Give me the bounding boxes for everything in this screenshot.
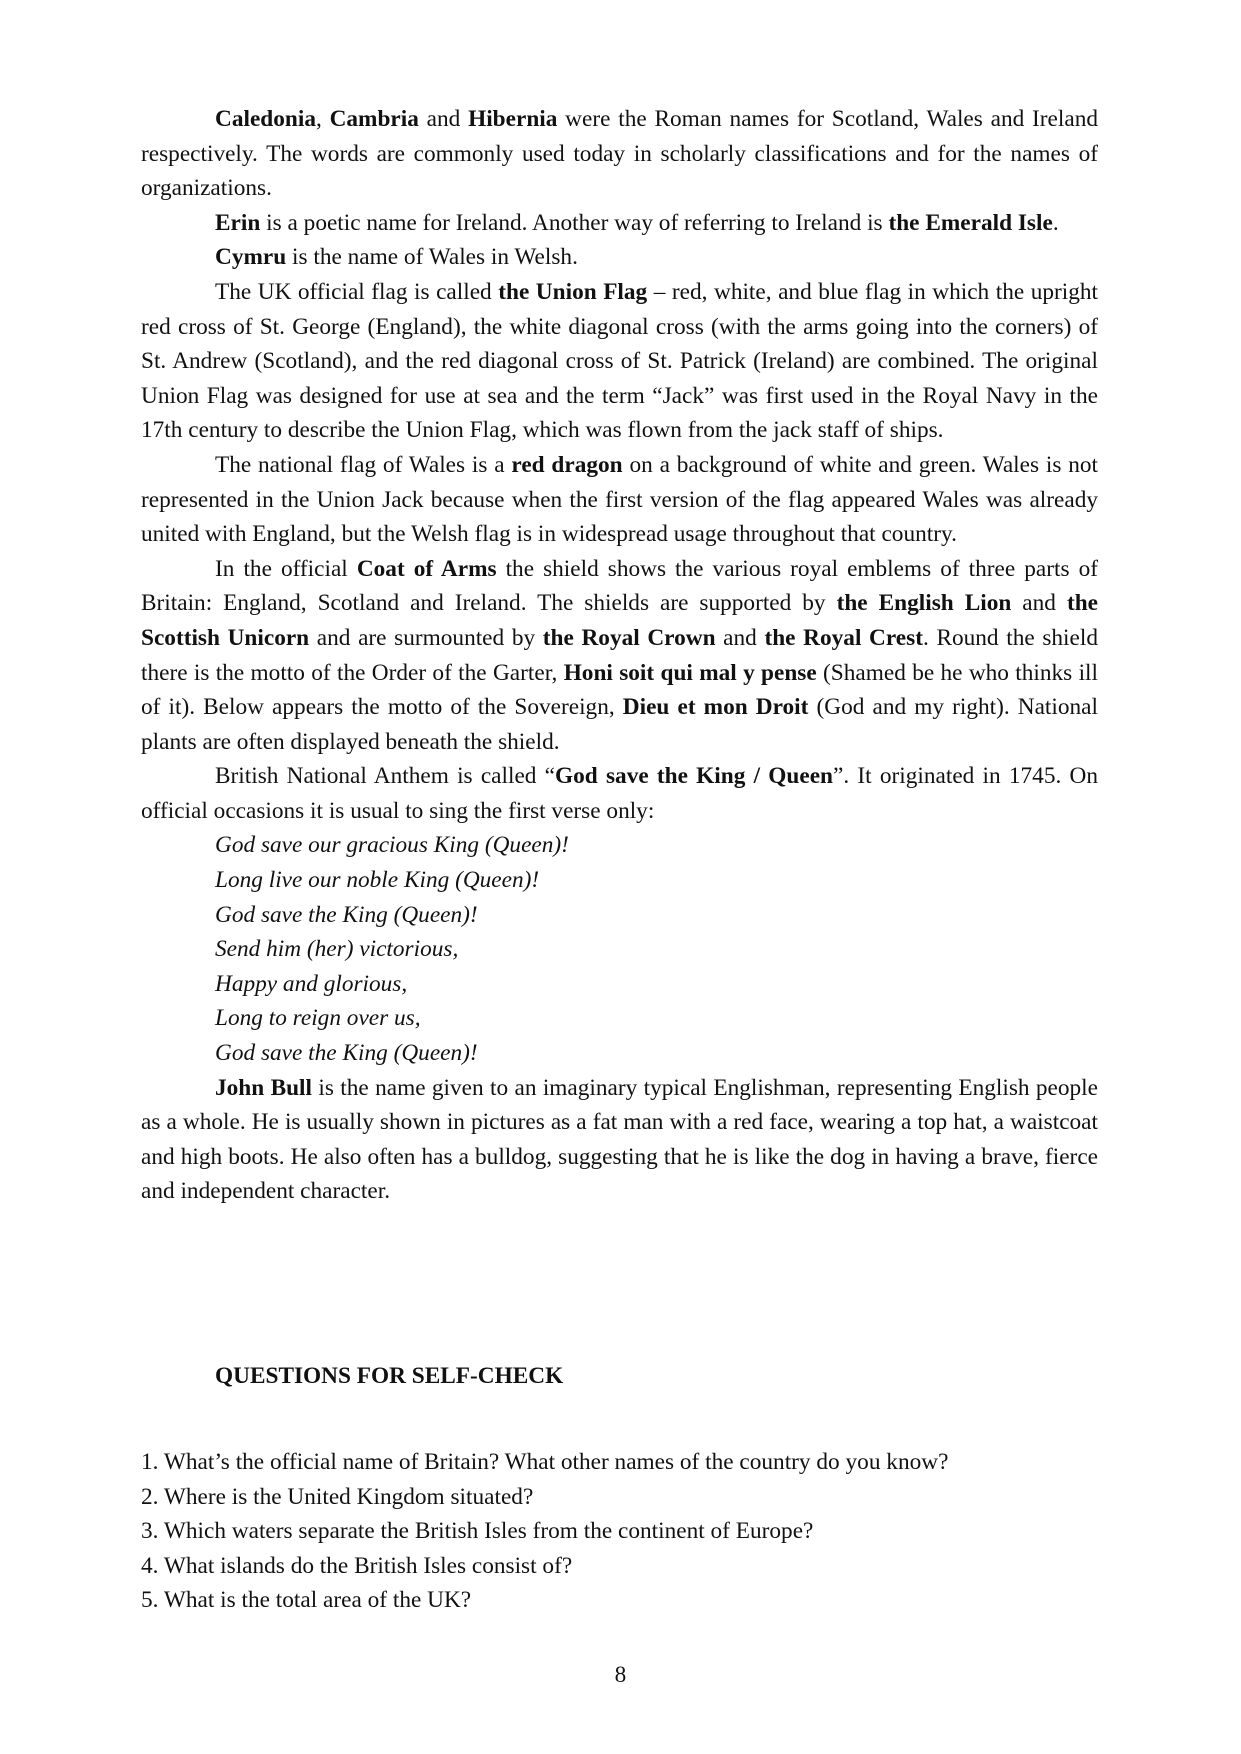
verse-line: Send him (her) victorious, — [215, 936, 459, 963]
paragraph-erin: Erin is a poetic name for Ireland. Another way of referring to Ireland is the Emerald Isle. — [215, 209, 1059, 236]
questions-list — [141, 1445, 1098, 1618]
paragraph-john-bull: John Bull is the name given to an imaginary typical Englishman, representing English people as a whole. He is usually shown in pictures as a fat man with a red face, wearing a top hat, a waistcoat and high boots. He also often has a bulldog, suggesting that he is like the dog in having a brave, fierce and independent character. — [141, 1074, 1098, 1205]
verse-line: God save the King (Queen)! — [215, 901, 478, 928]
verse-line: Happy and glorious, — [215, 970, 408, 997]
paragraph-roman-names: Caledonia, Cambria and Hibernia were the Roman names for Scotland, Wales and Ireland respectively. The words are commonly used today in scholarly classifications and for the names of organizations. — [141, 106, 1098, 202]
paragraph-cymru: Cymru is the name of Wales in Welsh. — [215, 244, 578, 271]
body-text — [141, 102, 1098, 1209]
verse-line: God save the King (Queen)! — [215, 1040, 478, 1067]
anthem-verse — [141, 828, 1098, 1070]
paragraph-wales-flag: The national flag of Wales is a red dragon on a background of white and green. Wales is not represented in the Union Jack because when the first version of the flag appeared Wales was already united with England, but the Welsh flag is in widespread usage throughout that country. — [141, 451, 1098, 548]
question-item: 3. Which waters separate the British Isles from the continent of Europe? — [141, 1518, 814, 1545]
question-item: 4. What islands do the British Isles consist of? — [141, 1552, 573, 1579]
page-number: 8 — [614, 1662, 627, 1688]
questions-heading: QUESTIONS FOR SELF-CHECK — [215, 1363, 564, 1389]
paragraph-union-flag: The UK official flag is called the Union Flag – red, white, and blue flag in which the upright red cross of St. George (England), the white diagonal cross (with the arms going into the corners) of St. Andrew (Scotland), and the red diagonal cross of St. Patrick (Ireland) are combined. The original Union Flag was designed for use at sea and the term “Jack” was first used in the Royal Navy in the 17th century to describe the Union Flag, which was flown from the jack staff of ships. — [141, 278, 1099, 444]
verse-line: God save our gracious King (Queen)! — [215, 832, 569, 859]
verse-line: Long to reign over us, — [215, 1005, 421, 1032]
question-item: 1. What’s the official name of Britain? What other names of the country do you know? — [141, 1449, 949, 1475]
paragraph-coat-of-arms: In the official Coat of Arms the shield shows the various royal emblems of three parts of Britain: England, Scotland and Ireland. The shields are supported by the English Lion and the Scottish Unicorn and are surmounted by the Royal Crown and the Royal Crest. Round the shield there is the motto of the Order of the Garter, Honi soit qui mal y pense (Shamed be he who thinks ill of it). Below appears the motto of the Sovereign, Dieu et mon Droit (God and my right). National plants are often displayed beneath the shield. — [141, 555, 1098, 755]
verse-line: Long live our noble King (Queen)! — [215, 867, 540, 894]
question-item: 5. What is the total area of the UK? — [141, 1587, 472, 1614]
question-item: 2. Where is the United Kingdom situated? — [141, 1483, 534, 1510]
paragraph-anthem: British National Anthem is called “God save the King / Queen”. It originated in 1745. On official occasions it is usual to sing the first verse only: — [141, 763, 1098, 824]
